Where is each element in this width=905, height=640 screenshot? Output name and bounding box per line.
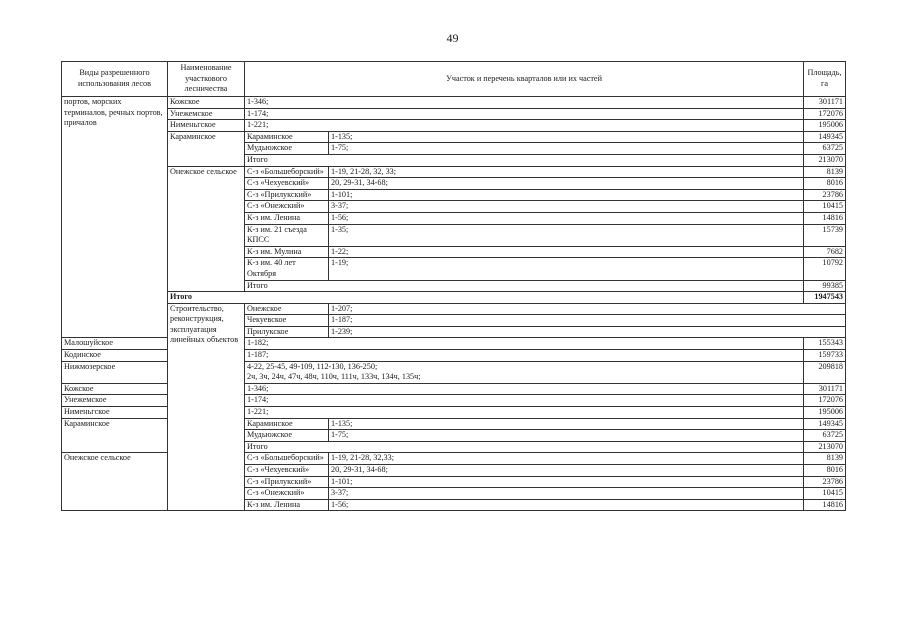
- table-row: Онежское сельское С-з «Большеборский» 1-19, 21-28, 32, 33; 8139: [62, 166, 846, 178]
- table-row: Кодинское 1-187; 159733: [62, 350, 846, 362]
- table-row: С-з «Чехуевский» 20, 29-31, 34-68; 8016: [62, 465, 846, 477]
- table-row: Кожское 1-346; 301171: [62, 383, 846, 395]
- subtotal-row: Итого 213070: [62, 441, 846, 453]
- total-row: Итого 1947543: [62, 292, 846, 304]
- table-row: С-з «Прилукский» 1-101; 23786: [62, 189, 846, 201]
- table-row: Нижмозерское 4-22, 25-45, 49-109, 112-130, 136-250; 2ч, 3ч, 24ч, 47ч, 48ч, 110ч, 111ч, 133ч, 134ч, 135ч; 209818: [62, 361, 846, 383]
- table-row: К-з им. Ленина 1-56; 14816: [62, 499, 846, 511]
- table-row: К-з им. 40 лет Октября 1-19; 10792: [62, 258, 846, 280]
- subtotal-row: Итого 99385: [62, 280, 846, 292]
- table-header-row: [62, 62, 846, 97]
- table-row: С-з «Чехуевский» 20, 29-31, 34-68; 8016: [62, 178, 846, 190]
- table-row: С-з «Онежский» 3-37; 10415: [62, 488, 846, 500]
- use-type-cell: портов, морских терминалов, речных портов, причалов: [62, 97, 168, 338]
- table-row: Прилукское 1-239;: [62, 326, 846, 338]
- table-row: Мудьюжское 1-75; 63725: [62, 430, 846, 442]
- table-row: Унежемское 1-174; 172076: [62, 108, 846, 120]
- table-row: Нименьгское 1-221; 195006: [62, 407, 846, 419]
- table-row: Караминское Караминское 1-135; 149345: [62, 131, 846, 143]
- header-type: Виды разрешенного использования лесов: [62, 62, 168, 97]
- table-row: Мудьюжское 1-75; 63725: [62, 143, 846, 155]
- table-row: К-з им. Мулина 1-22; 7682: [62, 246, 846, 258]
- table-row: С-з «Онежский» 3-37; 10415: [62, 201, 846, 213]
- table-row: Унежемское 1-174; 172076: [62, 395, 846, 407]
- table-row: Нименьгское 1-221; 195006: [62, 120, 846, 132]
- header-forestry: Наименование участкового лесничества: [168, 62, 245, 97]
- subtotal-row: Итого 213070: [62, 154, 846, 166]
- table-row: Онежское сельское С-з «Большеборский» 1-19, 21-28, 32,33; 8139: [62, 453, 846, 465]
- page-number: 49: [446, 31, 459, 45]
- table-row: Караминское Караминское 1-135; 149345: [62, 418, 846, 430]
- header-quarters: Участок и перечень кварталов или их частей: [245, 62, 804, 97]
- table-row: К-з им. Ленина 1-56; 14816: [62, 212, 846, 224]
- table-row: Чекуевское 1-187;: [62, 315, 846, 327]
- use-type-cell: Строительство, реконструкция, эксплуатация линейных объектов: [168, 303, 245, 511]
- forest-use-table: [61, 61, 846, 511]
- table-row: С-з «Прилукский» 1-101; 23786: [62, 476, 846, 488]
- table-row: портов, морских терминалов, речных портов, причалов Кожское 1-346; 301171: [62, 97, 846, 109]
- table-row: Малошуйское 1-182; 155343: [62, 338, 846, 350]
- table-row: Строительство, реконструкция, эксплуатация линейных объектов Онежское 1-207;: [62, 303, 846, 315]
- header-area: Площадь, га: [804, 62, 846, 97]
- table-row: К-з им. 21 съезда КПСС 1-35; 15739: [62, 224, 846, 246]
